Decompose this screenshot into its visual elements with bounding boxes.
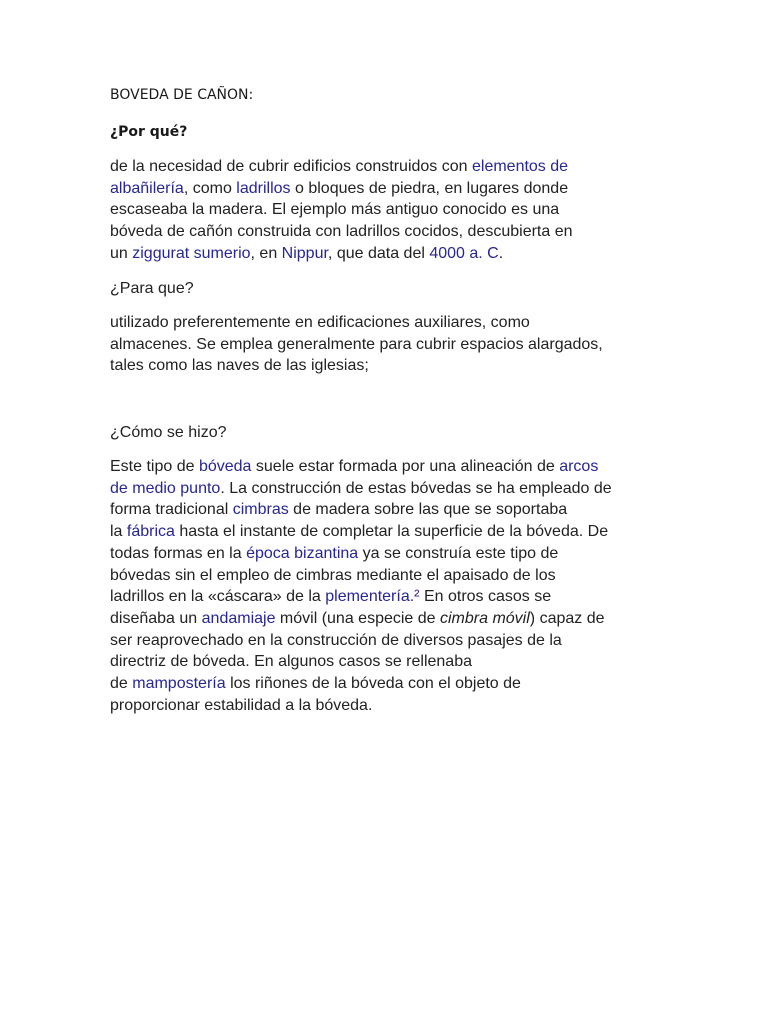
hyperlink[interactable]: ziggurat sumerio [132, 244, 251, 262]
hyperlink[interactable]: Nippur [281, 244, 328, 262]
paragraph-why [110, 156, 670, 265]
text-line [110, 334, 670, 356]
hyperlink[interactable]: ladrillos [236, 179, 291, 197]
text-run: ) capaz de [529, 609, 605, 627]
text-run: . [498, 244, 504, 262]
text-run: , que data del [327, 244, 430, 262]
text-line [110, 651, 670, 673]
italic-text: cimbra móvil [440, 609, 530, 627]
text-run: bóveda de cañón construida con ladrillos cocidos, descubierta en [110, 223, 573, 241]
hyperlink[interactable]: albañilería [110, 179, 184, 197]
text-run: ser reaprovechado en la construcción de diversos pasajes de la [110, 631, 562, 649]
text-run: móvil (una especie de [275, 609, 440, 627]
text-run: un [110, 244, 133, 262]
text-run: ladrillos en la «cáscara» de la [110, 588, 326, 606]
text-run: , en [250, 244, 282, 262]
text-run: la [110, 523, 127, 541]
text-run: bóvedas sin el empleo de cimbras mediante el apaisado de los [110, 566, 556, 584]
text-run: forma tradicional [110, 501, 233, 519]
text-line [110, 199, 670, 221]
text-run: de [110, 675, 133, 693]
text-line [110, 586, 670, 608]
text-line [110, 630, 670, 652]
text-run: de madera sobre las que se soportaba [288, 501, 568, 519]
text-line [110, 695, 670, 717]
text-line [110, 178, 670, 200]
text-run: escaseaba la madera. El ejemplo más antiguo conocido es una [110, 201, 560, 219]
text-line [110, 312, 670, 334]
text-run: . La construcción de estas bóvedas se ha empleado de [220, 479, 612, 497]
hyperlink[interactable]: fábrica [126, 523, 175, 541]
text-run: almacenes. Se emplea generalmente para cubrir espacios alargados, [110, 335, 603, 353]
text-run: los riñones de la bóveda con el objeto de [225, 675, 521, 693]
text-run: directriz de bóveda. En algunos casos se rellenaba [110, 653, 472, 671]
hyperlink[interactable]: andamiaje [201, 609, 276, 627]
text-line [110, 673, 670, 695]
text-line [110, 355, 670, 377]
text-run: En otros casos se [423, 588, 552, 606]
document-heading: BOVEDA DE CAÑON: [110, 87, 254, 103]
hyperlink[interactable]: cimbras [232, 501, 289, 519]
paragraph-what-for [110, 312, 670, 377]
text-run: suele estar formada por una alineación de [251, 458, 560, 475]
paragraph-how [110, 456, 670, 716]
hyperlink[interactable]: bóveda [198, 458, 252, 475]
text-line [110, 221, 670, 243]
text-run: de la necesidad de cubrir edificios construidos con [110, 158, 472, 175]
text-run: tales como las naves de las iglesias; [110, 357, 369, 375]
hyperlink[interactable]: mampostería [132, 675, 226, 693]
text-run: todas formas en la [110, 544, 247, 562]
text-line [110, 521, 670, 543]
text-run: diseñaba un [110, 609, 202, 627]
hyperlink[interactable]: 4000 a. C [429, 244, 499, 262]
hyperlink[interactable]: plementería [325, 588, 410, 606]
text-run: Este tipo de [110, 458, 199, 475]
hyperlink[interactable]: .² [409, 588, 424, 606]
hyperlink[interactable]: época bizantina [246, 544, 359, 562]
question-what-for: ¿Para que? [110, 280, 194, 297]
text-line [110, 156, 670, 178]
text-run: ya se construía este tipo de [358, 544, 559, 562]
text-line [110, 243, 670, 265]
text-run: hasta el instante de completar la superficie de la bóveda. De [174, 523, 609, 541]
hyperlink[interactable]: arcos [559, 458, 599, 475]
text-line [110, 543, 670, 565]
text-line [110, 478, 670, 500]
hyperlink[interactable]: elementos de [471, 158, 569, 175]
hyperlink[interactable]: de medio punto [110, 479, 221, 497]
text-line [110, 608, 670, 630]
text-run: o bloques de piedra, en lugares donde [290, 179, 569, 197]
question-why: ¿Por qué? [110, 124, 188, 140]
question-how: ¿Cómo se hizo? [110, 424, 227, 441]
text-run: , como [183, 179, 237, 197]
text-line [110, 499, 670, 521]
text-run: utilizado preferentemente en edificaciones auxiliares, como [110, 314, 530, 331]
text-line [110, 456, 670, 478]
text-run: proporcionar estabilidad a la bóveda. [110, 696, 373, 714]
text-line [110, 565, 670, 587]
